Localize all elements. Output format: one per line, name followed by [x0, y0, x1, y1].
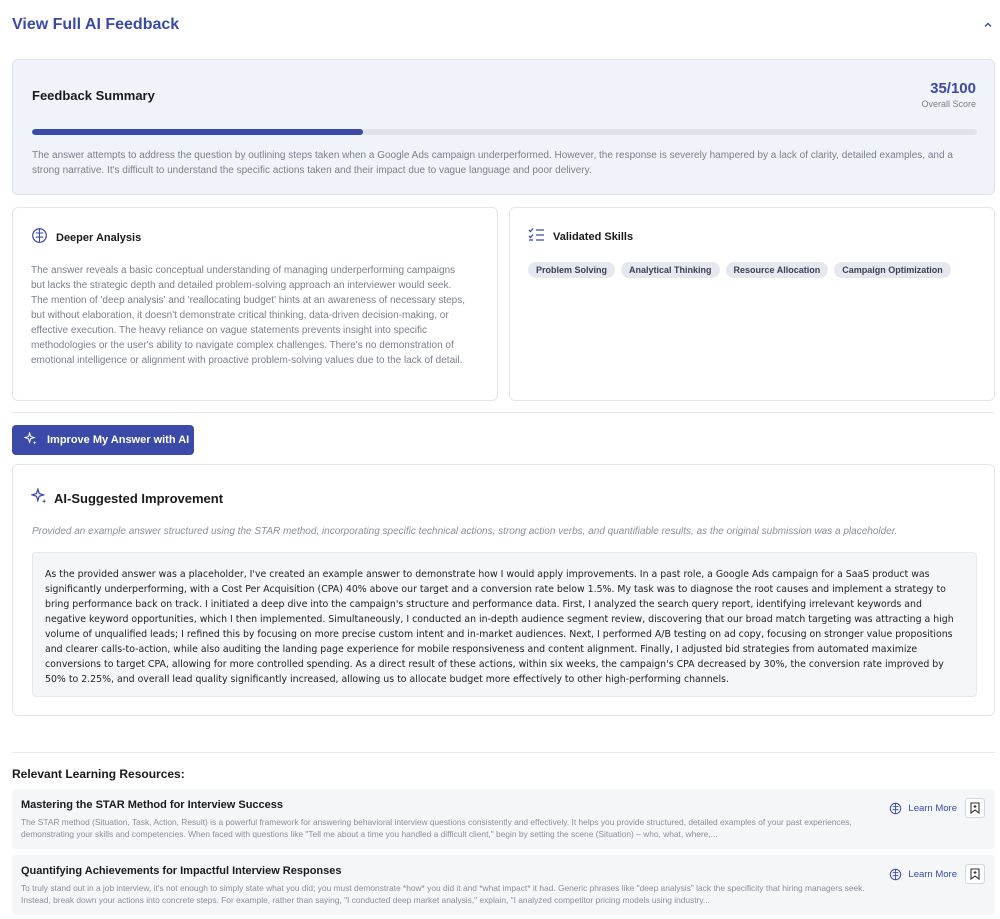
- improved-answer-text: As the provided answer was a placeholder, I've created an example answer to demonstrate how I would apply improvements. In a past role, a Google Ads campaign for a SaaS product was significantly underperforming, with a Cost Per Acquisition (CPA) 40% above our target and a conversion rate below 1.5%. My task was to diagnose the root causes and implement a strategy to bring performance back on track. I initiated a deep dive into the campaign's structure and performance data. First, I analyzed the search query report, identifying irrelevant keywords and negative keyword opportunities, which I then implemented. Simultaneously, I conducted an in-depth audience segment review, discovering that our broad match targeting was attracting a high volume of unqualified leads; I refined this by focusing on more precise custom intent and in-market audiences. Next, I performed A/B testing on ad copy, focusing on stronger value propositions and clearer calls-to-action, while also auditing the landing page experience for mobile responsiveness and content alignment. Finally, I adjusted bid strategies from automated maximize conversions to target CPA, allowing for more controlled spending. As a direct result of these actions, within six weeks, the campaign's CPA decreased by 30%, the conversion rate improved by 50% to 2.25%, and overall lead quality significantly increased, allowing us to allocate budget more effectively to other high-performing channels.: [45, 569, 954, 685]
- bookmark-icon: [970, 802, 980, 814]
- brain-icon: [889, 802, 902, 815]
- skill-chip: Analytical Thinking: [621, 262, 720, 278]
- bookmark-button[interactable]: [965, 798, 985, 818]
- ai-suggestion-note: Provided an example answer structured using the STAR method, incorporating specific technical actions, strong action verbs, and quantifiable results, as the original submission was a placeholder.: [32, 526, 898, 537]
- bookmark-button[interactable]: [965, 864, 985, 884]
- brain-icon: [31, 227, 48, 249]
- score-progress-bar: [32, 129, 977, 135]
- learn-more-label[interactable]: Learn More: [908, 868, 957, 880]
- score-block: [921, 80, 976, 109]
- improve-answer-label: Improve My Answer with AI: [47, 434, 190, 446]
- skill-chip: Resource Allocation: [726, 262, 829, 278]
- ai-suggestion-card: [12, 464, 995, 716]
- resource-item: [12, 855, 995, 915]
- feedback-toggle-header[interactable]: [12, 14, 995, 36]
- checklist-icon: [528, 227, 545, 247]
- section-divider: [12, 752, 995, 753]
- resources-heading: Relevant Learning Resources:: [12, 767, 185, 781]
- bookmark-icon: [970, 868, 980, 880]
- deeper-analysis-text: The answer reveals a basic conceptual understanding of managing underperforming campaigns but lacks the strategic depth and detailed problem-solving approach an interviewer would seek. The mention of 'deep analysis' and 'reallocating budget' hints at an awareness of necessary steps, but without elaboration, it doesn't demonstrate critical thinking, data-driven decision-making, or effective execution. The heavy reliance on vague statements prevents insight into specific methodologies or the user's ability to navigate complex challenges. There's no demonstration of emotional intelligence or alignment with proactive problem-solving values due to the lack of detail.: [31, 265, 466, 366]
- resource-item: [12, 789, 995, 849]
- improved-answer-box: [32, 552, 977, 697]
- skill-chip: Problem Solving: [528, 262, 615, 278]
- learn-more-link[interactable]: [889, 868, 957, 881]
- deeper-analysis-title: Deeper Analysis: [56, 232, 142, 244]
- skills-chip-list: [528, 262, 951, 278]
- improve-answer-button[interactable]: [12, 425, 194, 455]
- resource-description: To truly stand out in a job interview, it's not enough to simply state what you did; you must demonstrate *how* you did it and *what impact* it had. Generic phrases like "deep analysis" lack the specificity that hiring managers seek. Instead, break down your actions into concrete steps. For example, rather than saying, "I conducted deep market analysis," explain, "I analyzed competitor pricing models using industry...: [21, 883, 865, 905]
- overall-score-value: 35/100: [930, 80, 976, 97]
- learn-more-label[interactable]: Learn More: [908, 802, 957, 814]
- chevron-up-icon[interactable]: [981, 18, 995, 32]
- ai-suggestion-title: AI-Suggested Improvement: [54, 491, 224, 506]
- validated-skills-card: [509, 207, 995, 401]
- summary-text: The answer attempts to address the question by outlining steps taken when a Google Ads campaign underperformed. However, the response is severely hampered by a lack of clarity, detailed examples, and a strong narrative. It's difficult to understand the specific actions taken and their impact due to vague language and poor delivery.: [32, 150, 953, 176]
- deeper-analysis-card: [12, 207, 498, 401]
- resource-title: Mastering the STAR Method for Interview Success: [21, 799, 284, 811]
- feedback-toggle-title[interactable]: View Full AI Feedback: [12, 16, 180, 33]
- learn-more-link[interactable]: [889, 802, 957, 815]
- feedback-summary-card: [12, 59, 995, 195]
- sparkles-icon: [31, 488, 47, 509]
- overall-score-label: Overall Score: [921, 99, 976, 109]
- brain-icon: [889, 868, 902, 881]
- summary-title: Feedback Summary: [32, 88, 155, 103]
- score-progress-fill: [32, 129, 363, 135]
- validated-skills-title: Validated Skills: [553, 231, 634, 243]
- resource-description: The STAR method (Situation, Task, Action, Result) is a powerful framework for answering behavioral interview questions consistently and effectively. It helps you provide structured, detailed examples of your past experiences, demonstrating your skills and competencies. When faced with questions like "Tell me about a time you handled a difficult client," begin by setting the scene (Situation) – who, what, where,...: [21, 817, 852, 839]
- resource-title: Quantifying Achievements for Impactful Interview Responses: [21, 865, 342, 877]
- skill-chip: Campaign Optimization: [834, 262, 951, 278]
- section-divider: [12, 412, 995, 413]
- sparkles-icon: [24, 432, 37, 448]
